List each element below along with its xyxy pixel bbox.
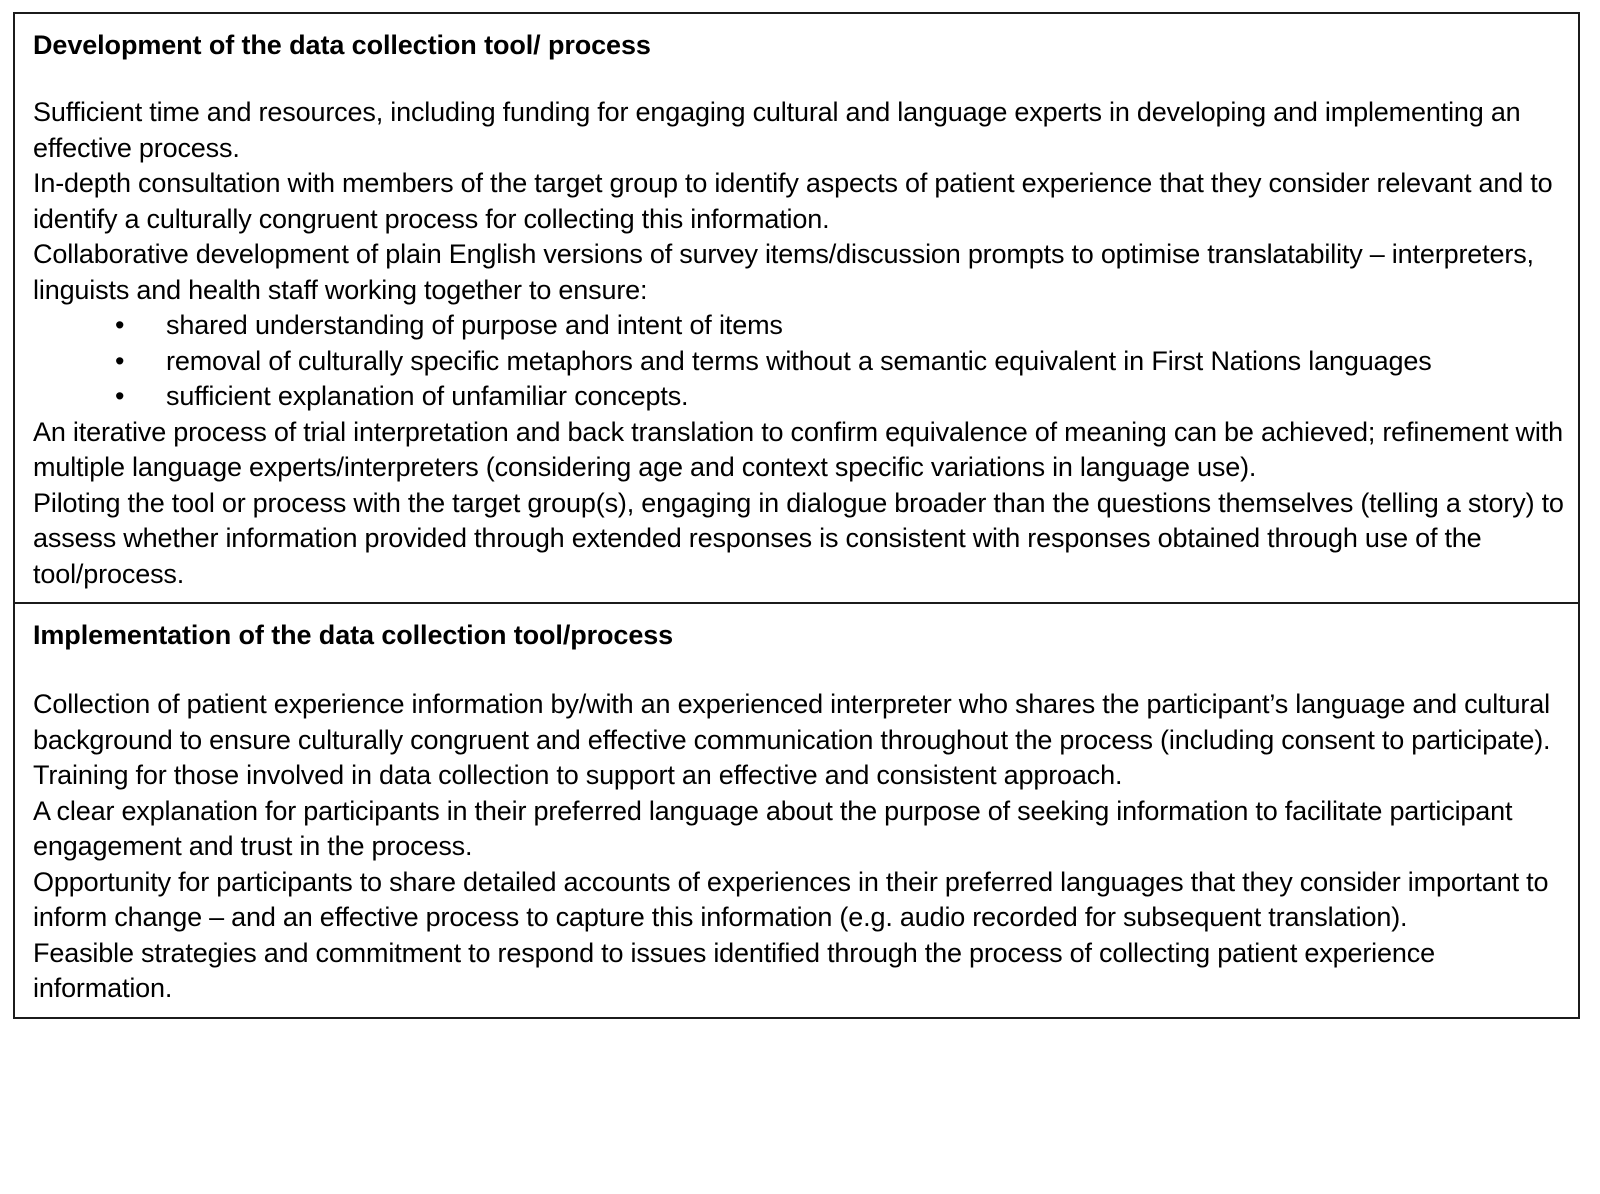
bullet-list-ensure	[33, 308, 1564, 415]
paragraph-feasible-strategies: Feasible strategies and commitment to respond to issues identified through the process of collecting patient experience information.	[33, 937, 1435, 1004]
two-row-table	[13, 12, 1580, 1019]
paragraph-piloting-the-tool: Piloting the tool or process with the target group(s), engaging in dialogue broader than the questions themselves (telling a story) to assess whether information provided through extended responses is consistent with responses obtained through use of the tool/process.	[33, 487, 1564, 589]
section-heading-implementation: Implementation of the data collection tool/process	[33, 620, 674, 651]
paragraph-collaborative-development: Collaborative development of plain English versions of survey items/discussion prompts to optimise translatability – interpreters, linguists and health staff working together to ensure:	[33, 239, 1534, 305]
paragraph-collection-of-patient-experience: Collection of patient experience information by/with an experienced interpreter who shares the participant’s language and cultural background to ensure culturally congruent and effective communication throughout the process (including consent to participate).	[33, 689, 1551, 755]
paragraph-iterative-process: An iterative process of trial interpretation and back translation to confirm equivalence of meaning can be achieved; refinement with multiple language experts/interpreters (considering age and context specific variations in language use).	[33, 416, 1563, 483]
list-item-label: sufficient explanation of unfamiliar concepts.	[166, 381, 689, 412]
heading-spacer	[33, 653, 1564, 687]
paragraph-sufficient-time: Sufficient time and resources, including funding for engaging cultural and language experts in developing and implementing an effective process.	[33, 97, 1521, 163]
heading-spacer	[33, 63, 1564, 95]
list-item	[33, 344, 1564, 380]
section-heading-development: Development of the data collection tool/ process	[33, 30, 651, 60]
paragraph-clear-explanation: A clear explanation for participants in their preferred language about the purpose of seeking information to facilitate participant engagement and trust in the process.	[33, 795, 1513, 862]
paragraph-training: Training for those involved in data collection to support an effective and consistent approach.	[33, 760, 1123, 791]
table-row-implementation	[15, 602, 1578, 1017]
paragraph-in-depth-consultation: In-depth consultation with members of the target group to identify aspects of patient experience that they consider relevant and to identify a culturally congruent process for collecting this information.	[33, 168, 1553, 234]
list-item	[33, 308, 1564, 344]
list-item-label: removal of culturally specific metaphors and terms without a semantic equivalent in First Nations languages	[166, 345, 1432, 376]
list-item	[33, 379, 1564, 415]
bullet-icon: •	[115, 381, 125, 412]
paragraph-opportunity-for-participants: Opportunity for participants to share detailed accounts of experiences in their preferred languages that they consider important to inform change – and an effective process to capture this information (e.g. audio recorded for subsequent translation).	[33, 866, 1549, 933]
bullet-icon: •	[115, 310, 125, 341]
list-item-label: shared understanding of purpose and intent of items	[166, 310, 783, 341]
table-row-development	[15, 14, 1578, 602]
bullet-icon: •	[115, 345, 125, 376]
